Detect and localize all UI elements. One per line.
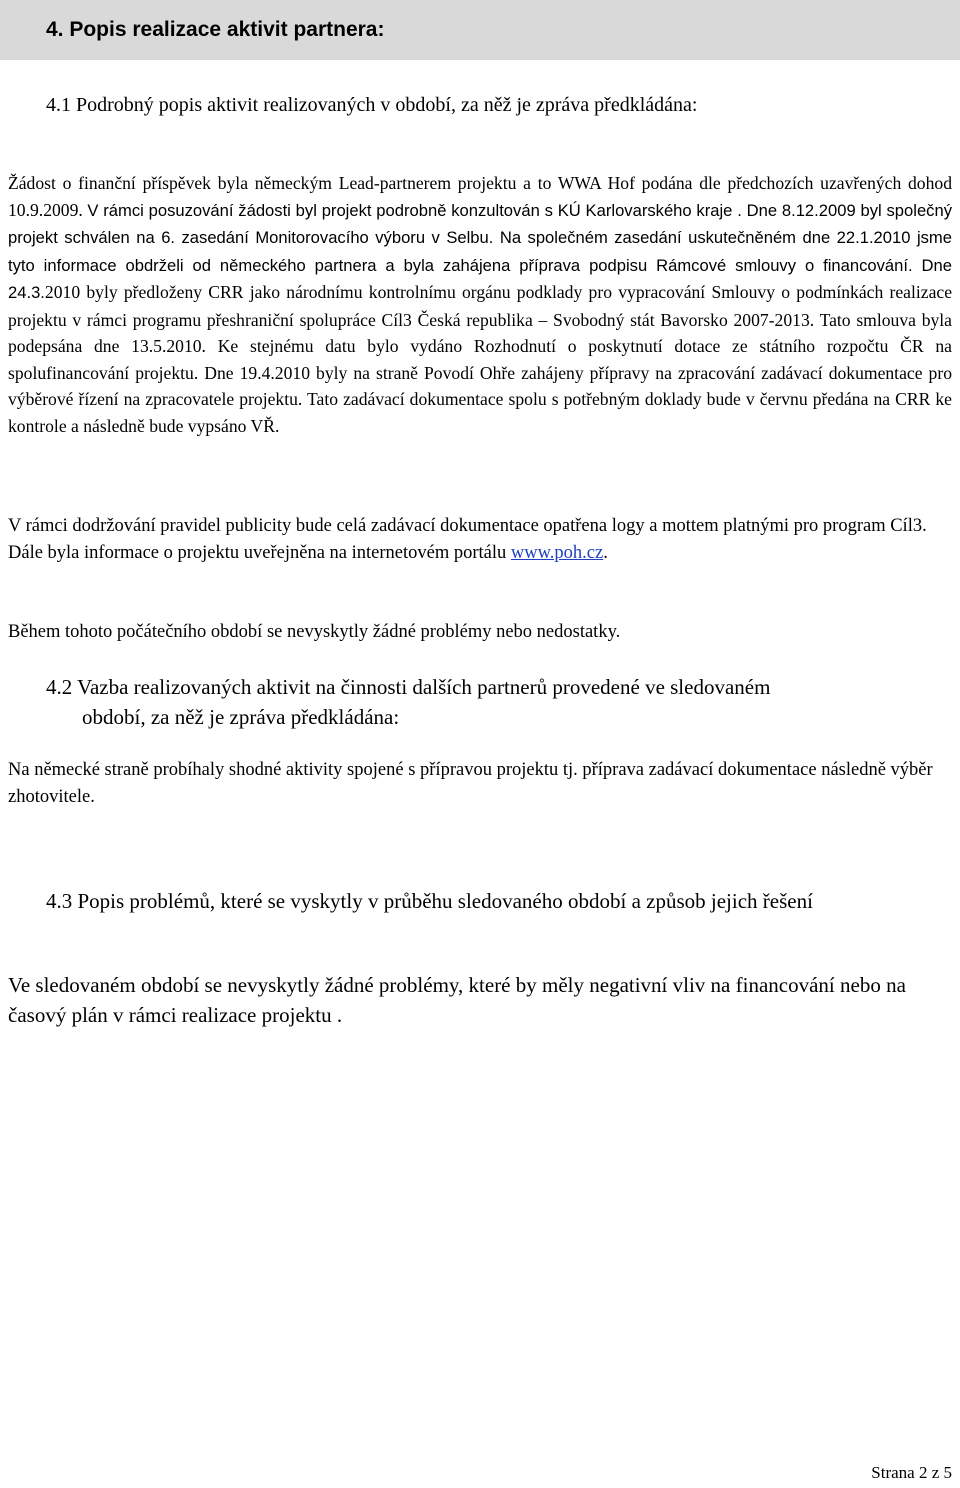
paragraph-publicity xyxy=(8,513,952,566)
paragraph-activities-part-b: V rámci posuzování žádosti byl projekt podrobně konzultován s KÚ Karlovarského kraje . Dne 8.12.2009 byl společný projekt schválen na 6. zasedání Monitorovacího výboru v Selbu. Na společném zasedání uskutečněném dne 22.1.2010 jsme tyto informace obdrželi od německého partnera a byla zahájena příprava podpisu Rámcové smlouvy o financování. Dne 24.3. xyxy=(8,200,952,302)
subsection-4-2-heading xyxy=(46,672,946,732)
subsection-4-3-heading: 4.3 Popis problémů, které se vyskytly v průběhu sledovaného období a způsob jejich řešení xyxy=(46,889,813,913)
paragraph-no-problems: Během tohoto počátečního období se nevyskytly žádné problémy nebo nedostatky. xyxy=(8,622,621,642)
paragraph-activities-part-c: 2010 byly předloženy CRR jako národnímu kontrolnímu orgánu podklady pro vypracování Smlouvy o podmínkách realizace projektu v rámci programu přeshraniční spolupráce Cíl3 Česká republika – Svobodný stát Bavorsko 2007-2013. Tato smlouva byla podepsána dne 13.5.2010. Ke stejnému datu bylo vydáno Rozhodnutí o poskytnutí dotace ze státního rozpočtu ČR na spolufinancování projektu. Dne 19.4.2010 byly na straně Povodí Ohře zahájeny přípravy na zpracování zadávací dokumentace pro výběrové řízení na zpracovatele projektu. Tato zadávací dokumentace spolu s potřebným doklady bude v červnu předána na CRR ke kontrole a následně bude vypsáno VŘ. xyxy=(8,282,952,436)
paragraph-partner-activities: Na německé straně probíhaly shodné aktivity spojené s přípravou projektu tj. příprava zadávací dokumentace následně výběr zhotovitele. xyxy=(8,760,933,807)
page-number: Strana 2 z 5 xyxy=(871,1463,952,1482)
paragraph-publicity-text: V rámci dodržování pravidel publicity bude celá zadávací dokumentace opatřena logy a mottem platnými pro program Cíl3. Dále byla informace o projektu uveřejněna na internetovém portálu xyxy=(8,516,927,563)
paragraph-activities xyxy=(8,170,952,439)
section-heading: 4. Popis realizace aktivit partnera: xyxy=(46,18,385,41)
paragraph-publicity-suffix: . xyxy=(603,542,608,563)
subsection-4-2-heading-line2: období, za něž je zpráva předkládána: xyxy=(82,705,400,729)
subsection-4-1-heading: 4.1 Podrobný popis aktivit realizovaných v období, za něž je zpráva předkládána: xyxy=(46,94,698,116)
paragraph-activities-part-a: Žádost o finanční příspěvek byla německým Lead-partnerem projektu a to WWA Hof podána dle předchozích uzavřených dohod 10.9.2009. xyxy=(8,173,952,220)
subsection-4-2-heading-line1: 4.2 Vazba realizovaných aktivit na činnosti dalších partnerů provedené ve sledovaném xyxy=(46,675,771,699)
paragraph-problems: Ve sledovaném období se nevyskytly žádné problémy, které by měly negativní vliv na financování nebo na časový plán v rámci realizace projektu . xyxy=(8,973,906,1027)
section-heading-bar xyxy=(0,0,960,60)
website-link[interactable]: www.poh.cz xyxy=(510,542,604,563)
